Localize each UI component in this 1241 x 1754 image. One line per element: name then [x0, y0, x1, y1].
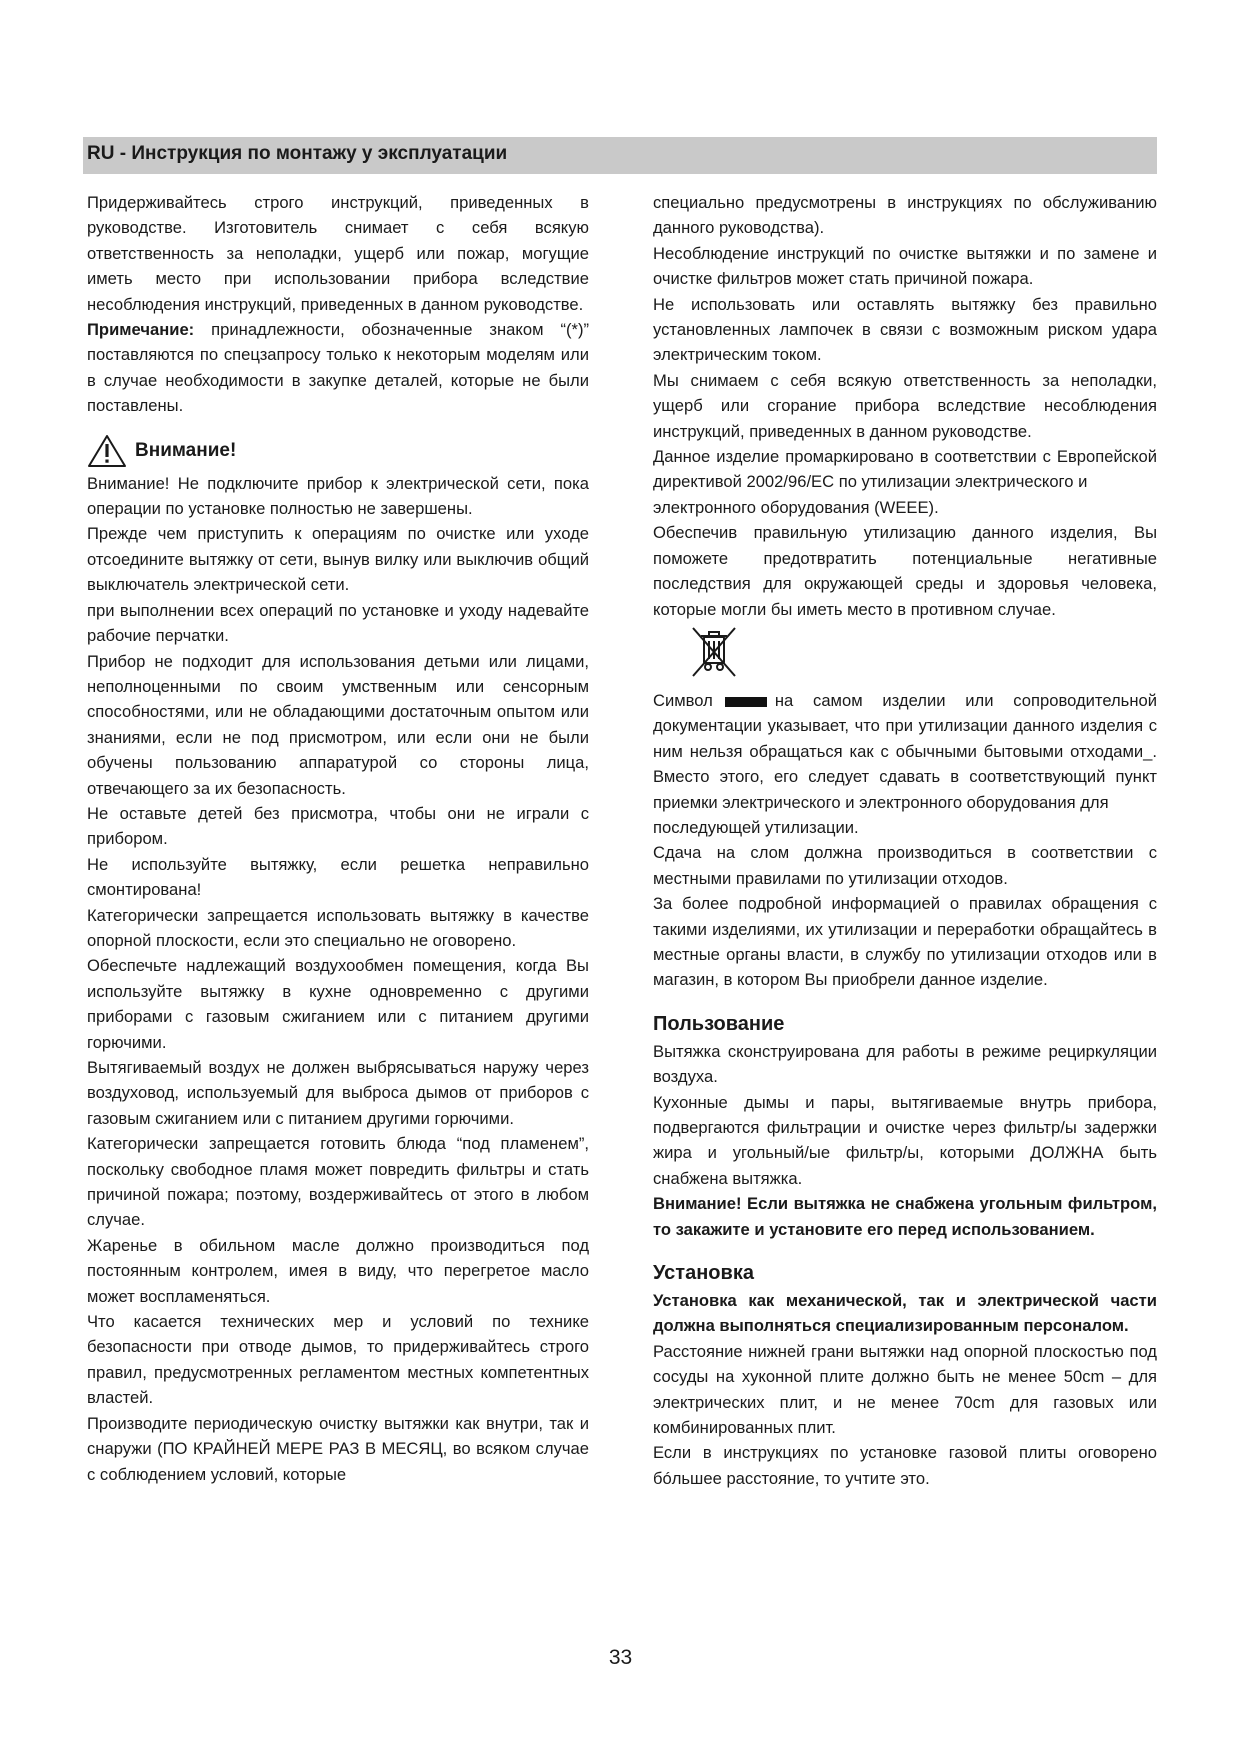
warning-paragraph: Не оставьте детей без присмотра, чтобы они не играли с прибором.: [87, 803, 589, 849]
symbol-paragraph: [653, 688, 1157, 815]
warning-paragraph: Внимание! Не подключите прибор к электрической сети, пока операции по установке полностью не завершены.: [87, 473, 589, 519]
warning-paragraph: Прибор не подходит для использования детьми или лицами, неполноценными по своим умственным или сенсорным способностями, или не обладающими достаточным опытом или знаниями, если не под присмотром, или если они не были обучены пользованию аппаратурой со стороны лица, отвечающего за их безопасность.: [87, 651, 589, 798]
black-bar-mark: [725, 697, 767, 707]
symbol-label: Символ: [653, 690, 713, 710]
install-paragraph: Расстояние нижней грани вытяжки над опорной плоскостью под сосуды на хуконной плите должно быть не менее 50cm – для электрических плит, и не менее 70cm для газовых или комбинированных плит.: [653, 1341, 1157, 1438]
symbol-text: на самом изделии или сопроводительной документации указывает, что при утилизации данного изделия с ним нельзя обращаться как с обычными бытовыми отходами_. Вместо этого, его следует сдавать в соответствующий пункт приемки электрического и электронного оборудования для: [653, 690, 1157, 812]
body-paragraph: последующей утилизации.: [653, 817, 859, 837]
warning-paragraph: Категорически запрещается готовить блюда “под пламенем”, поскольку свободное пламя может повредить фильтры и стать причиной пожара; поэтому, воздерживайтесь от этого в любом случае.: [87, 1134, 589, 1230]
body-paragraph: специально предусмотрены в инструкциях по обслуживанию данного руководства).: [653, 193, 1157, 238]
warning-paragraph: Не используйте вытяжку, если решетка неправильно смонтирована!: [87, 854, 589, 900]
warning-paragraph: при выполнении всех операций по установке и уходу надевайте рабочие перчатки.: [87, 600, 589, 646]
warning-title: Внимание!: [135, 439, 237, 461]
left-column: [87, 190, 589, 1487]
body-paragraph: Мы снимаем с себя всякую ответственность за неполадки, ущерб или сгорание прибора вследствие несоблюдения инструкций, приведенных в данном руководстве.: [653, 370, 1157, 441]
right-column: [653, 190, 1157, 1491]
warning-paragraph: Вытягиваемый воздух не должен выбрясываться наружу через воздуховод, используемый для выброса дымов от приборов с газовым сжиганием или с питанием другими горючими.: [87, 1058, 589, 1128]
install-paragraph: Если в инструкциях по установке газовой плиты оговорено бóльшее расстояние, то учтите это.: [653, 1443, 1157, 1488]
warning-paragraph: Прежде чем приступить к операциям по очистке или уходе отсоедините вытяжку от сети, вынув вилку или выключив общий выключатель электрической сети.: [87, 524, 589, 595]
usage-paragraph: Кухонные дымы и пары, вытягиваемые внутрь прибора, подвергаются фильтрации и очистке через фильтр/ы задержки жира и угольный/ые фильтр/ы, которыми ДОЛЖНА быть снабжена вытяжка.: [653, 1092, 1157, 1188]
section-title: RU - Инструкция по монтажу у эксплуатации: [87, 143, 508, 164]
usage-warning: Внимание! Если вытяжка не снабжена угольным фильтром, то закажите и установите его перед использованием.: [653, 1194, 1157, 1239]
usage-heading: Пользование: [653, 1012, 785, 1035]
warning-paragraph: Производите периодическую очистку вытяжки как внутри, так и снаружи (ПО КРАЙНЕЙ МЕРЕ РАЗ В МЕСЯЦ, во всяком случае с соблюдением условий, которые: [87, 1413, 589, 1484]
note-label: Примечание:: [87, 320, 195, 340]
body-paragraph: Сдача на слом должна производиться в соответствии с местными правилами по утилизации отходов.: [653, 843, 1157, 888]
body-paragraph: Не использовать или оставлять вытяжку без правильно установленных лампочек в связи с возможным риском удара электрическим током.: [653, 294, 1157, 365]
warning-paragraph: Что касается технических мер и условий по технике безопасности при отводе дымов, то придерживайтесь строго правил, предусмотренных регламентом местных компетентных властей.: [87, 1312, 589, 1408]
install-warning: Установка как механической, так и электрической части должна выполняться специализированным персоналом.: [653, 1291, 1157, 1336]
warning-paragraph: Категорически запрещается использовать вытяжку в качестве опорной плоскости, если это специально не оговорено.: [87, 905, 589, 950]
body-paragraph: Обеспечив правильную утилизацию данного изделия, Вы поможете предотвратить потенциальные негативные последствия для окружающей среды и здоровья человека, которые могли бы иметь место в противном случае.: [653, 523, 1157, 619]
note-text: принадлежности, обозначенные знаком “(*)” поставляются по спецзапросу только к некоторым моделям или в случае необходимости в закупке деталей, которые не были поставлены.: [87, 320, 589, 416]
intro-paragraph: Придерживайтесь строго инструкций, приведенных в руководстве. Изготовитель снимает с себя всякую ответственность за неполадки, ущерб или пожар, могущие иметь место при использовании прибора вследствие несоблюдения инструкций, приведенных в данном руководстве.: [87, 193, 589, 314]
warning-triangle-icon: [87, 434, 127, 468]
section-header-bar: [83, 137, 1157, 174]
body-paragraph: За более подробной информацией о правилах обращения с такими изделиями, их утилизации и переработки обращайтесь в местные органы власти, в службу по утилизации отходов или в магазин, в котором Вы приобрели данное изделие.: [653, 894, 1157, 990]
weee-symbol-area: [653, 622, 1157, 688]
note-paragraph: [87, 317, 589, 419]
crossed-bin-icon: [687, 622, 741, 682]
body-paragraph: электронного оборудования (WEEE).: [653, 497, 939, 517]
warning-paragraph: Жаренье в обильном масле должно производиться под постоянным контролем, имея в виду, что перегретое масло может воспламеняться.: [87, 1235, 589, 1306]
body-paragraph: Данное изделие промаркировано в соответствии с Европейской директивой 2002/96/EC по утилизации электрического и: [653, 447, 1157, 492]
page-number: 33: [608, 1646, 633, 1669]
warning-heading: [87, 433, 589, 469]
install-heading: Установка: [653, 1262, 754, 1285]
usage-paragraph: Вытяжка сконструирована для работы в режиме рециркуляции воздуха.: [653, 1041, 1157, 1087]
body-paragraph: Несоблюдение инструкций по очистке вытяжки и по замене и очистке фильтров может стать причиной пожара.: [653, 243, 1157, 289]
warning-paragraph: Обеспечьте надлежащий воздухообмен помещения, когда Вы используйте вытяжку в кухне одновременно с другими приборами с газовым сжиганием или с питанием другими горючими.: [87, 956, 589, 1052]
